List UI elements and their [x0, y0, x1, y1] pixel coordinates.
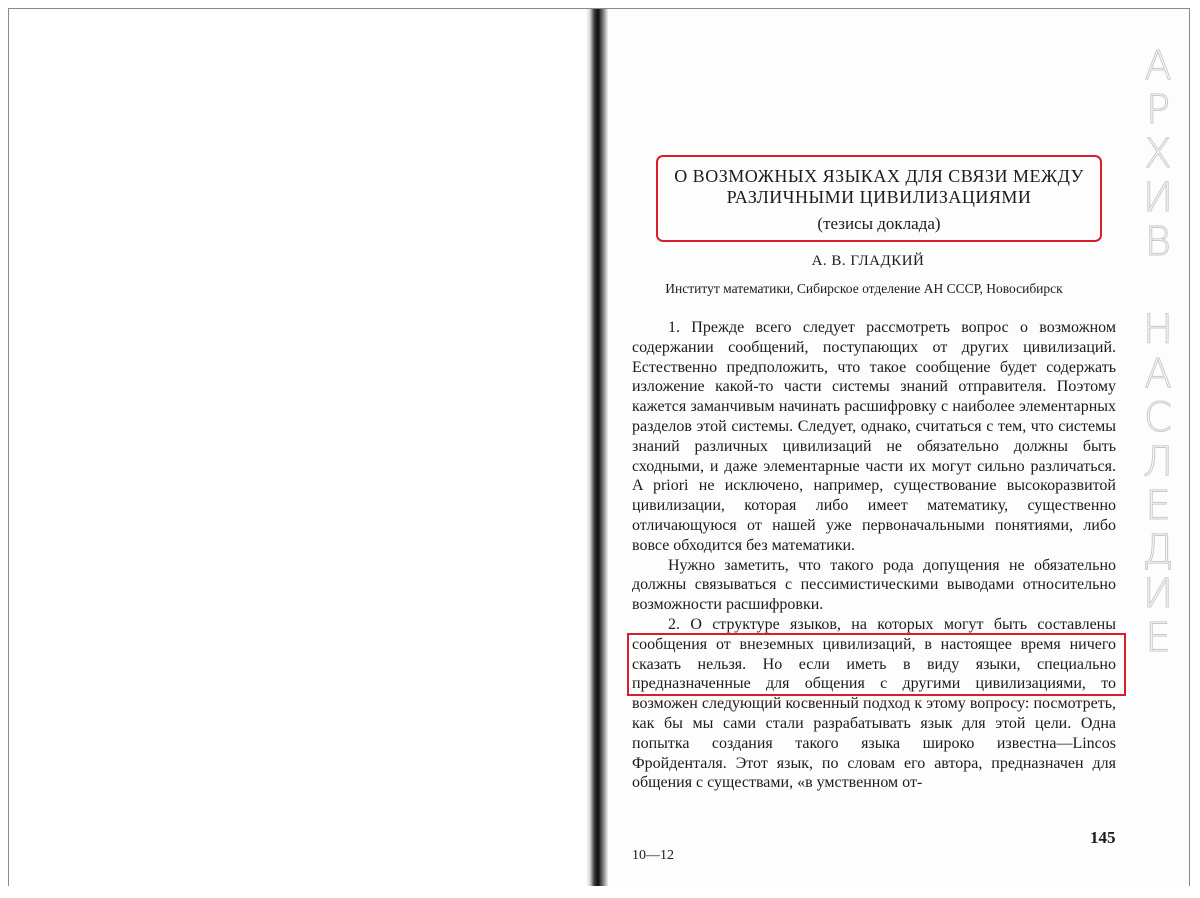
printer-signature-mark: 10—12: [632, 848, 674, 863]
left-page-blank: [9, 9, 586, 886]
watermark-letter: В: [1144, 219, 1172, 265]
author-affiliation: Институт математики, Сибирское отделение АН СССР, Новосибирск: [665, 281, 1063, 296]
book-spine: [586, 9, 608, 886]
paragraph-2: Нужно заметить, что такого рода допущения не обязательно должны связываться с пессимистическими выводами относительно возможности расшифровки.: [632, 556, 1116, 614]
watermark-letter: И: [1142, 175, 1174, 221]
article-title-line-2: РАЗЛИЧНЫМИ ЦИВИЛИЗАЦИЯМИ: [726, 187, 1032, 207]
article-body: [632, 318, 1116, 793]
page-number: 145: [1090, 828, 1116, 847]
watermark-letter: Е: [1145, 483, 1171, 529]
watermark-letter: А: [1144, 43, 1172, 89]
paragraph-1: 1. Прежде всего следует рассмотреть вопрос о возможном содержании сообщений, поступающих от других цивилизаций. Естественно предположить, что такое сообщение будет содержать изложение какой-то части системы знаний отправителя. Поэтому кажется заманчивым начинать расшифровку с наиболее элементарных разделов этой системы. Следует, однако, считаться с тем, что системы знаний различных цивилизаций не обязательно должны быть сходными, и даже элементарные части их могут сильно различаться. A priori не исключено, например, существование высокоразвитой цивилизации, которая либо имеет математику, существенно отличающуюся от нашей уже первоначальными понятиями, либо вовсе обходится без математики.: [632, 319, 1116, 554]
paragraph-3: 2. О структуре языков, на которых могут быть составлены сообщения от внеземных цивилизаций, в настоящее время ничего сказать нельзя. Но если иметь в виду языки, специально предназначенные для общения с другими цивилизациями, то возможен следующий косвенный подход к этому вопросу: посмотреть, как бы мы сами стали разрабатывать язык для этой цели. Одна попытка создания такого языка широко известна—Lincos Фройденталя. Этот язык, по словам его автора, предназначен для общения с существами, «в умственном от-: [632, 615, 1116, 792]
article-subtitle: (тезисы доклада): [817, 214, 941, 233]
watermark-letter: Х: [1144, 131, 1172, 177]
watermark-letter: И: [1142, 571, 1174, 617]
watermark-letter: Е: [1145, 615, 1171, 661]
article-title-line-1: О ВОЗМОЖНЫХ ЯЗЫКАХ ДЛЯ СВЯЗИ МЕЖДУ: [674, 166, 1084, 186]
watermark-letter: С: [1144, 395, 1172, 441]
watermark-letter: А: [1144, 351, 1172, 397]
watermark-letter: Н: [1142, 307, 1174, 353]
archive-watermark: [1138, 44, 1178, 660]
watermark-letter: Д: [1142, 527, 1174, 573]
watermark-letter: Л: [1142, 439, 1174, 485]
passage-highlight-box: [627, 633, 1126, 696]
watermark-letter: Р: [1145, 87, 1171, 133]
author-name: А. В. ГЛАДКИЙ: [811, 253, 925, 269]
